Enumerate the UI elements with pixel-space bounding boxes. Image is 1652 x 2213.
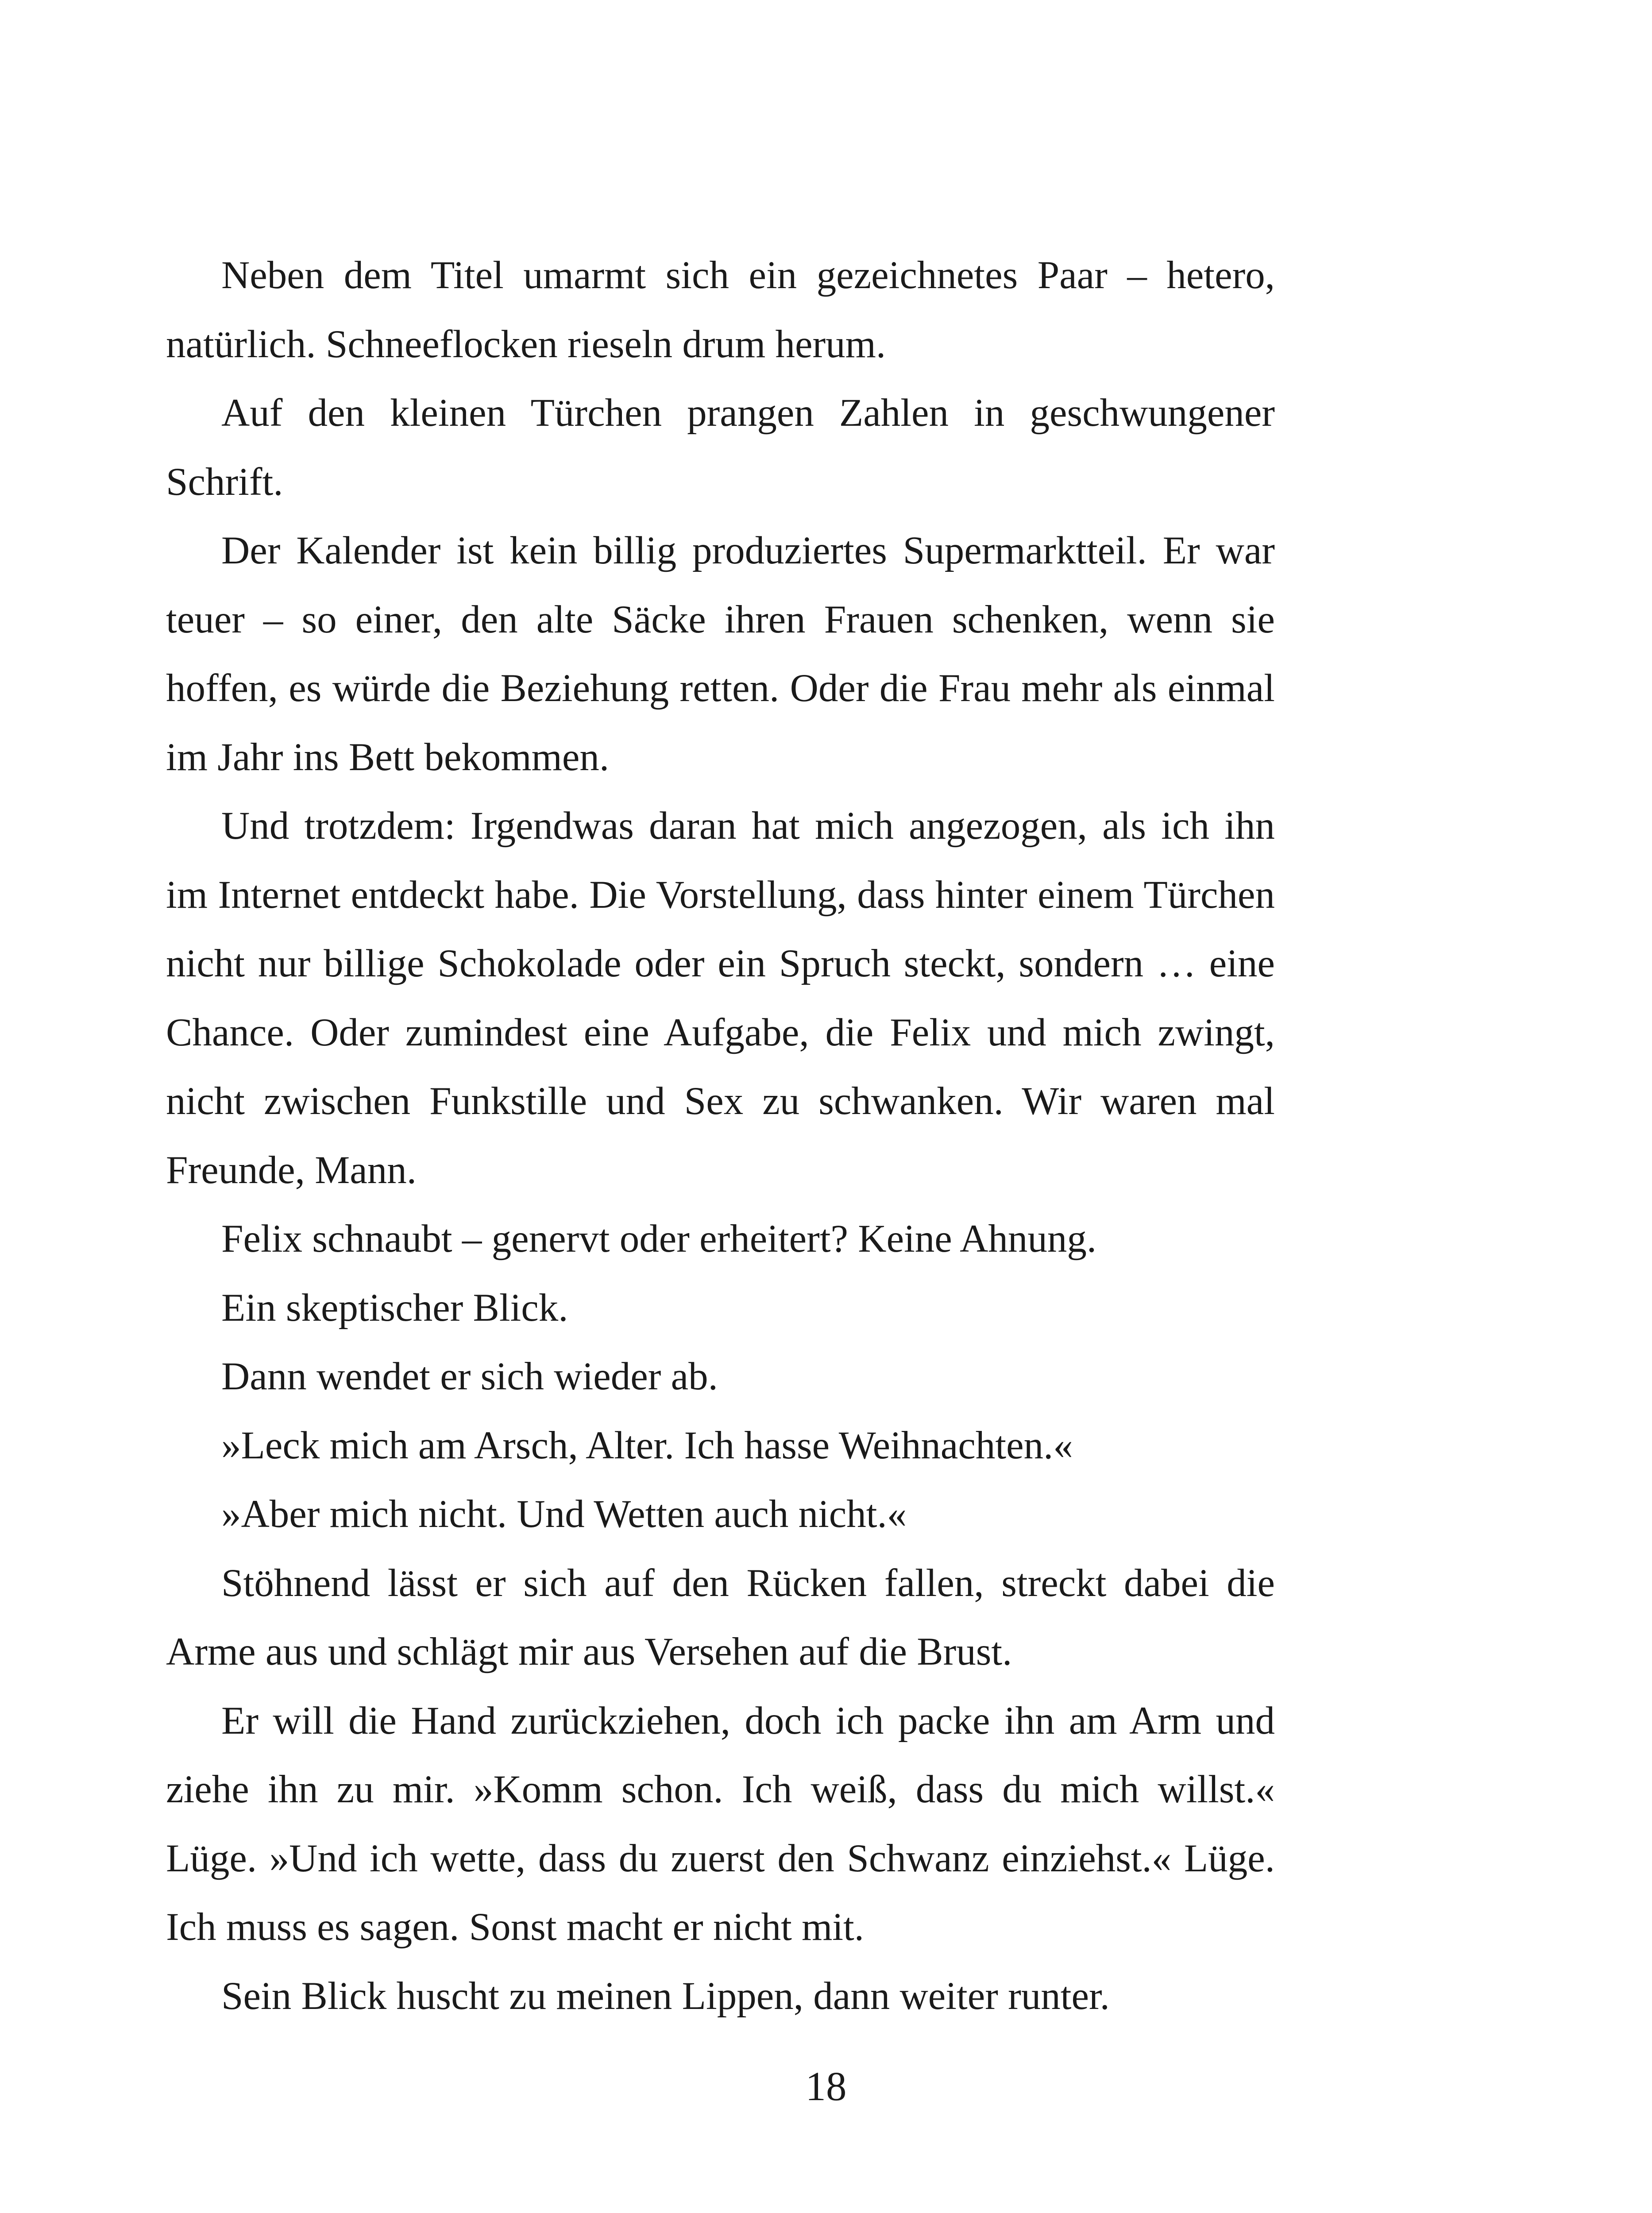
paragraph-11: Er will die Hand zurückziehen, doch ich packe ihn am Arm und ziehe ihn zu mir. »Komm schon. Ich weiß, dass du mich willst.« Lüge. »Und ich wette, dass du zuerst den Schwanz einziehst.« Lüge. Ich muss es sagen. Sonst macht er nicht mit. <box>166 1699 1275 1949</box>
paragraph-8: »Leck mich am Arsch, Alter. Ich hasse Weihnachten.« <box>221 1423 1073 1467</box>
paragraph-2: Auf den kleinen Türchen prangen Zahlen in geschwungener Schrift. <box>166 391 1275 504</box>
paragraph-9: »Aber mich nicht. Und Wetten auch nicht.« <box>221 1492 907 1536</box>
paragraph-12: Sein Blick huscht zu meinen Lippen, dann weiter runter. <box>221 1974 1110 2018</box>
paragraph-1: Neben dem Titel umarmt sich ein gezeichnetes Paar – hetero, natürlich. Schneeflocken rieseln drum herum. <box>166 254 1275 366</box>
paragraph-5: Felix schnaubt – genervt oder erheitert? Keine Ahnung. <box>221 1217 1097 1261</box>
body-text <box>166 241 1275 2031</box>
paragraph-7: Dann wendet er sich wieder ab. <box>221 1355 718 1398</box>
paragraph-10: Stöhnend lässt er sich auf den Rücken fallen, streckt dabei die Arme aus und schlägt mir aus Versehen auf die Brust. <box>166 1561 1275 1673</box>
paragraph-4: Und trotzdem: Irgendwas daran hat mich angezogen, als ich ihn im Internet entdeckt habe. Die Vorstellung, dass hinter einem Türchen nicht nur billige Schokolade oder ein Spruch steckt, sondern … eine Chance. Oder zumindest eine Aufgabe, die Felix und mich zwingt, nicht zwischen Funkstille und Sex zu schwanken. Wir waren mal Freunde, Mann. <box>166 804 1275 1192</box>
paragraph-6: Ein skeptischer Blick. <box>221 1286 568 1330</box>
paragraph-3: Der Kalender ist kein billig produziertes Supermarktteil. Er war teuer – so einer, den alte Säcke ihren Frauen schenken, wenn sie hoffen, es würde die Beziehung retten. Oder die Frau mehr als einmal im Jahr ins Bett bekommen. <box>166 529 1275 779</box>
page-number: 18 <box>805 2064 847 2109</box>
